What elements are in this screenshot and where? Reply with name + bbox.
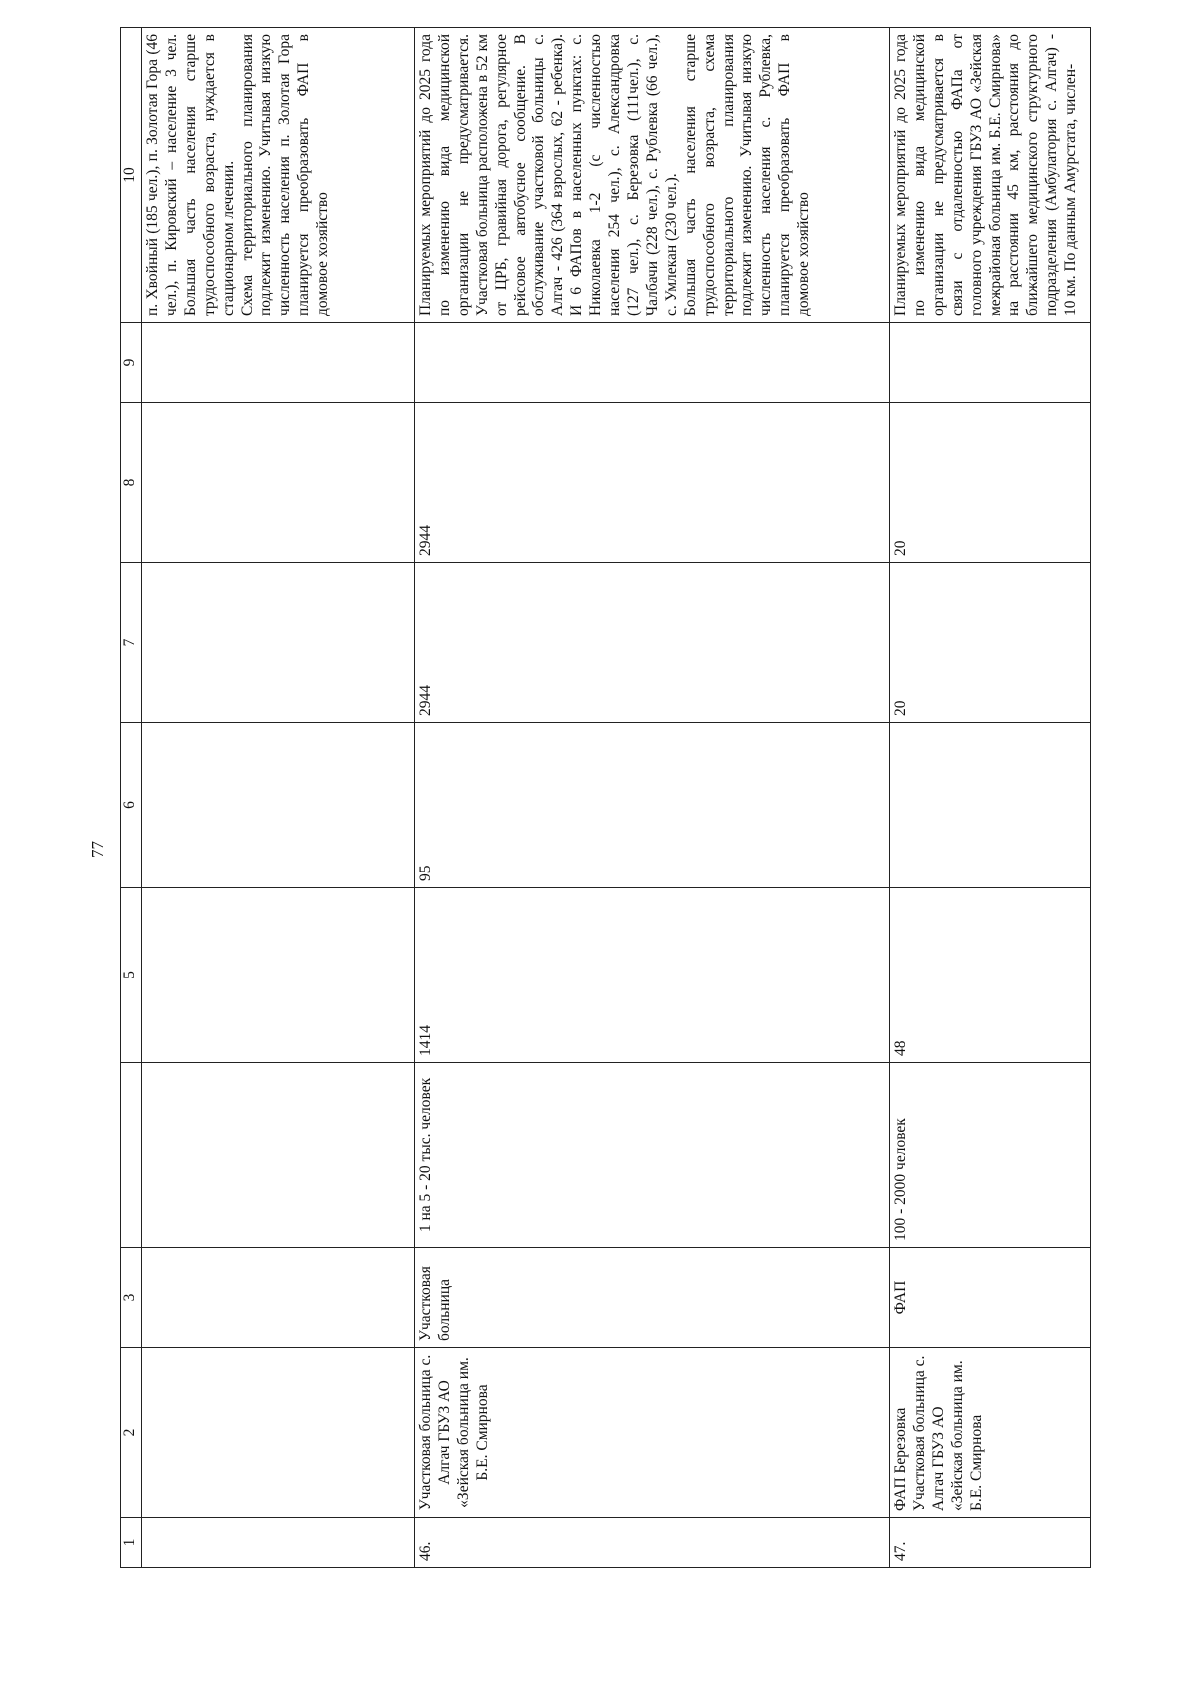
cell-col9 [415,323,890,403]
cell-norm: 1 на 5 - 20 тыс. человек [415,1063,890,1248]
cell-col6 [142,723,415,888]
column-header: 9 [121,323,142,403]
column-header: 3 [121,1248,142,1348]
header-row [121,28,142,1568]
cell-norm [142,1063,415,1248]
cell-col8 [142,403,415,563]
cell-number [142,1518,415,1568]
table-row [142,28,415,1568]
cell-number: 47. [890,1518,1091,1568]
cell-col5: 1414 [415,888,890,1063]
cell-type [142,1248,415,1348]
column-header: 1 [121,1518,142,1568]
cell-organization: Участковая больница с. Алгач ГБУЗ АО «Зейская больница им. Б.Е. Смирнова [415,1348,890,1518]
table-row [415,28,890,1568]
column-header: 7 [121,563,142,723]
column-header: 5 [121,888,142,1063]
column-header [121,1063,142,1248]
cell-col5: 48 [890,888,1091,1063]
cell-norm: 100 - 2000 человек [890,1063,1091,1248]
cell-type: ФАП [890,1248,1091,1348]
cell-comment: п. Хвойный (185 чел.), п. Золотая Гора (46 чел.), п. Кировский – население 3 чел. Большая часть населения старше трудоспособного возраста, нуждается в стационарном лечении. Схема территориального планирования подлежит изменению. Учитывая низкую численность населения п. Золотая Гора планируется преобразовать ФАП в домовое хозяйство [142,28,415,323]
cell-col6: 95 [415,723,890,888]
cell-organization: ФАП Березовка Участковая больница с. Алгач ГБУЗ АО «Зейская больница им. Б.Е. Смирнова [890,1348,1091,1518]
cell-col5 [142,888,415,1063]
cell-col6 [890,723,1091,888]
cell-organization [142,1348,415,1518]
cell-comment: Планируемых мероприятий до 2025 года по изменению вида медицинской организации не предусматривается в связи с отдаленностью ФАПа от головного учреждения ГБУЗ АО «Зейская межрайоная больница им. Б.Е. Смирнова» на расстоянии 45 км, расстояния до ближайшего медицинского структурного подразделения (Амбулатория с. Алгач) - 10 км. По данным Амурстата, числен- [890,28,1091,323]
column-header: 8 [121,403,142,563]
column-header: 6 [121,723,142,888]
cell-comment: Планируемых мероприятий до 2025 года по изменению вида медицинской организации не предусматривается. Участковая больница расположена в 52 км от ЦРБ, гравийная дорога, регулярное рейсовое автобусное сообщение. В обслуживание участковой больницы с. Алгач - 426 (364 взрослых, 62 - ребенка). И 6 ФАПов в населенных пунктах: с. Николаевка 1-2 (с численностью населения 254 чел.), с. Александровка (127 чел.), с. Березовка (111чел.), с. Чалбачи (228 чел.), с. Рублевка (66 чел.), с. Умлекан (230 чел.). Большая часть населения старше трудоспособного возраста, схема территориального планирования подлежит изменению. Учитывая низкую численность населения с. Рублевка, планируется преобразовать ФАП в домовое хозяйство [415,28,890,323]
cell-col7 [142,563,415,723]
cell-col9 [890,323,1091,403]
cell-col8: 20 [890,403,1091,563]
cell-col9 [142,323,415,403]
cell-type: Участковая больница [415,1248,890,1348]
cell-col7: 2944 [415,563,890,723]
column-header: 10 [121,28,142,323]
cell-col7: 20 [890,563,1091,723]
page-number: 77 [88,841,107,858]
column-header: 2 [121,1348,142,1518]
cell-number: 46. [415,1518,890,1568]
facilities-table [120,27,1091,1568]
table-row [890,28,1091,1568]
cell-col8: 2944 [415,403,890,563]
